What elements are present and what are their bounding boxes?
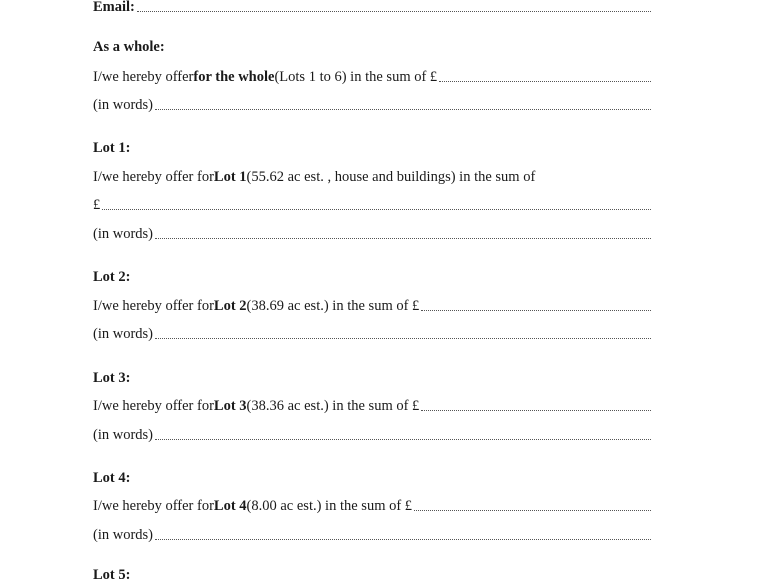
lot3-words-label: (in words) <box>93 427 154 443</box>
lot4-offer-bold: Lot 4 <box>213 498 247 514</box>
lot4-offer-prefix: I/we hereby offer for <box>93 498 214 514</box>
lot1-words-field[interactable] <box>155 237 651 239</box>
lot1-offer-bold: Lot 1 <box>213 169 247 185</box>
whole-heading: As a whole: <box>93 39 165 55</box>
lot3-offer-row <box>93 397 651 415</box>
whole-offer-bold: for the whole <box>193 69 275 85</box>
lot2-amount-field[interactable] <box>421 309 651 311</box>
lot1-amount-field[interactable] <box>102 208 651 210</box>
lot3-offer-bold: Lot 3 <box>213 398 247 414</box>
lot4-offer-suffix: (8.00 ac est.) in the sum of £ <box>246 498 413 514</box>
whole-amount-field[interactable] <box>439 80 651 82</box>
lot1-offer-prefix: I/we hereby offer for <box>93 169 214 185</box>
whole-offer-prefix: I/we hereby offer <box>93 69 194 85</box>
lot2-offer-suffix: (38.69 ac est.) in the sum of £ <box>246 298 420 314</box>
lot3-offer-prefix: I/we hereby offer for <box>93 398 214 414</box>
lot2-words-label: (in words) <box>93 326 154 342</box>
whole-words-field[interactable] <box>155 108 651 110</box>
lot1-words-label: (in words) <box>93 226 154 242</box>
lot1-amount-row <box>93 196 651 214</box>
lot3-offer-suffix: (38.36 ac est.) in the sum of £ <box>246 398 420 414</box>
lot4-words-field[interactable] <box>155 538 651 540</box>
lot3-words-field[interactable] <box>155 438 651 440</box>
lot2-words-field[interactable] <box>155 337 651 339</box>
lot4-heading: Lot 4: <box>93 470 131 486</box>
lot1-heading: Lot 1: <box>93 140 131 156</box>
email-label: Email: <box>93 0 135 15</box>
lot2-offer-row <box>93 297 651 315</box>
whole-words-row <box>93 96 651 114</box>
lot4-words-label: (in words) <box>93 527 154 543</box>
lot4-words-row <box>93 526 651 544</box>
email-field[interactable] <box>137 10 651 12</box>
lot2-words-row <box>93 325 651 343</box>
lot3-amount-field[interactable] <box>421 409 651 411</box>
email-row <box>93 0 651 16</box>
lot3-heading: Lot 3: <box>93 370 131 386</box>
lot4-offer-row <box>93 497 651 515</box>
lot2-offer-prefix: I/we hereby offer for <box>93 298 214 314</box>
lot1-words-row <box>93 225 651 243</box>
lot1-offer-suffix: (55.62 ac est. , house and buildings) in the sum of <box>246 169 536 185</box>
lot1-currency: £ <box>93 197 101 213</box>
lot5-heading: Lot 5: <box>93 567 131 583</box>
whole-offer-suffix: (Lots 1 to 6) in the sum of £ <box>274 69 438 85</box>
lot3-words-row <box>93 426 651 444</box>
lot2-offer-bold: Lot 2 <box>213 298 247 314</box>
lot1-offer-row <box>93 168 651 186</box>
whole-words-label: (in words) <box>93 97 154 113</box>
lot2-heading: Lot 2: <box>93 269 131 285</box>
whole-offer-row <box>93 68 651 86</box>
lot4-amount-field[interactable] <box>414 509 651 511</box>
